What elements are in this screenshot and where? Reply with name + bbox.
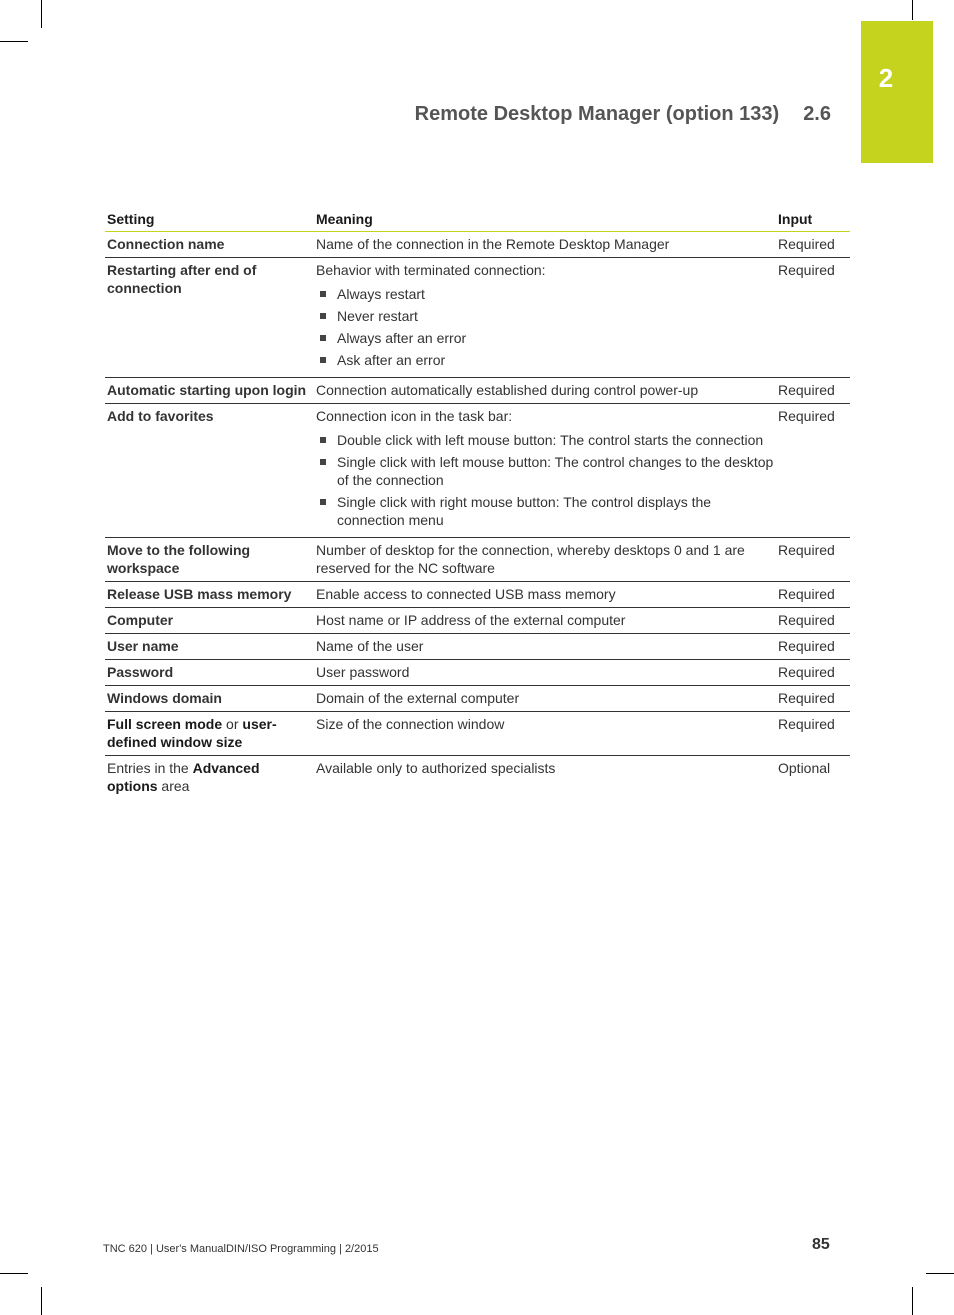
list-item: Ask after an error [316,351,774,369]
setting-name: Release USB mass memory [107,586,292,602]
settings-table [105,207,850,799]
setting-meaning: Size of the connection window [316,716,505,732]
setting-meaning: Available only to authorized specialists [316,760,556,776]
table-row [105,634,850,660]
setting-meaning: Connection automatically established during control power-up [316,382,699,398]
list-item: Never restart [316,307,774,325]
setting-name-part: area [157,778,190,794]
table-row [105,582,850,608]
setting-name: Windows domain [107,690,222,706]
setting-meaning: Domain of the external computer [316,690,520,706]
column-header-meaning: Meaning [316,211,373,227]
table-row [105,258,850,378]
setting-name: Restarting after end of connection [107,262,257,296]
crop-mark [912,1287,913,1315]
setting-name: User name [107,638,179,654]
crop-mark [912,0,913,20]
table-row [105,608,850,634]
setting-meaning: Host name or IP address of the external computer [316,612,626,628]
setting-name [105,712,314,756]
page-number: 85 [812,1236,830,1253]
setting-name-part: user-defined window size [107,716,277,750]
list-item: Double click with left mouse button: The control starts the connection [316,431,774,449]
setting-name: Move to the following workspace [107,542,251,576]
setting-name: Add to favorites [107,408,214,424]
chapter-tab [861,21,933,163]
setting-meaning: Behavior with terminated connection: [316,262,546,278]
option-list [316,431,774,529]
setting-name [105,756,314,800]
setting-name: Computer [107,612,174,628]
crop-mark [926,1273,954,1274]
option-list [316,285,774,369]
setting-name-part: Advanced options [107,760,260,794]
setting-input: Required [778,236,835,252]
setting-name-part: Entries in the [107,760,193,776]
table-row [105,712,850,756]
setting-input: Required [778,716,835,732]
table-row [105,756,850,800]
setting-meaning-cell [314,258,776,378]
setting-name: Connection name [107,236,225,252]
setting-meaning: Number of desktop for the connection, whereby desktops 0 and 1 are reserved for the NC software [316,542,745,576]
list-item: Always restart [316,285,774,303]
table-row [105,538,850,582]
setting-input: Required [778,690,835,706]
setting-input: Required [778,408,835,424]
crop-mark [41,0,42,28]
setting-name: Automatic starting upon login [107,382,307,398]
setting-input: Optional [778,760,831,776]
list-item: Single click with left mouse button: The control changes to the desktop of the connection [316,453,774,489]
setting-input: Required [778,664,835,680]
crop-mark [41,1287,42,1315]
setting-meaning: Name of the connection in the Remote Desktop Manager [316,236,670,252]
setting-input: Required [778,586,835,602]
setting-input: Required [778,638,835,654]
setting-input: Required [778,612,835,628]
footer-text: TNC 620 | User's ManualDIN/ISO Programming | 2/2015 [103,1243,379,1255]
setting-input: Required [778,382,835,398]
setting-meaning-cell [314,404,776,538]
table-row [105,378,850,404]
page-header [415,103,831,126]
table-row [105,660,850,686]
section-title: Remote Desktop Manager (option 133) [414,103,780,125]
crop-mark [0,1273,28,1274]
table-row [105,404,850,538]
table-header-row [105,207,850,232]
setting-name: Password [107,664,174,680]
setting-name-part: or [222,716,243,732]
setting-input: Required [778,262,835,278]
column-header-setting: Setting [107,211,155,227]
crop-mark [0,41,28,42]
chapter-number: 2 [878,63,894,93]
setting-meaning: Name of the user [316,638,424,654]
column-header-input: Input [778,211,813,227]
table-row [105,232,850,258]
setting-meaning: Enable access to connected USB mass memory [316,586,616,602]
setting-input: Required [778,542,835,558]
setting-name-part: Full screen mode [107,716,223,732]
table-row [105,686,850,712]
list-item: Single click with right mouse button: The control displays the connection menu [316,493,774,529]
setting-meaning: Connection icon in the task bar: [316,408,513,424]
setting-meaning: User password [316,664,410,680]
list-item: Always after an error [316,329,774,347]
section-number: 2.6 [803,103,831,125]
